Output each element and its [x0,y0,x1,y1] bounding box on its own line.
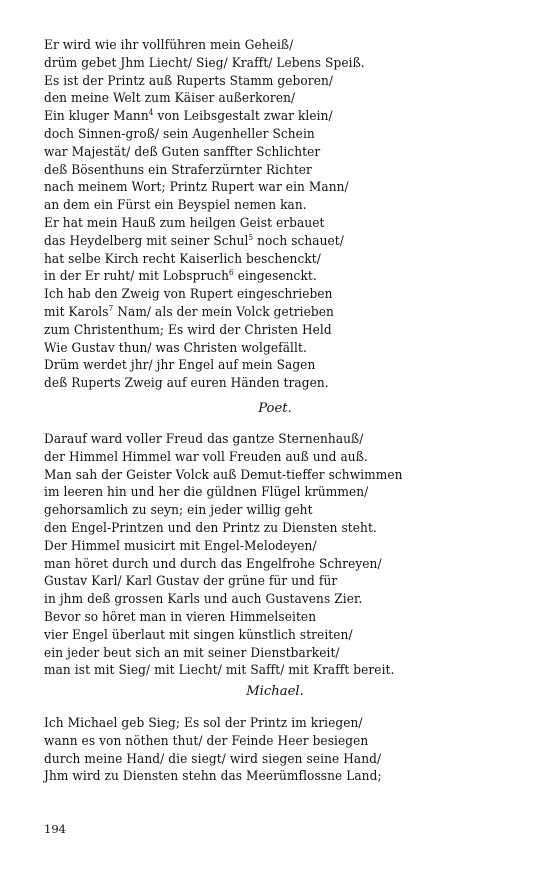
verse-text: Jhm wird zu Diensten stehn das Meerümflossne Land; [44,769,382,785]
verse-line [44,733,467,751]
stanza-angel-speech [44,37,504,393]
verse-text: das Heydelberg mit seiner Schul [44,233,249,249]
verse-text: vier Engel überlaut mit singen künstlich streiten/ [44,627,353,643]
verse-text-continued: Nam/ als der mein Volck getrieben [113,304,334,320]
verse-text: Er hat mein Hauß zum heilgen Geist erbauet [44,215,325,231]
footnote-marker: 7 [108,303,114,313]
verse-text: zum Christenthum; Es wird der Christen Held [44,322,332,338]
verse-line [44,357,467,375]
stanza-poet [44,431,504,680]
verse-line [44,162,467,180]
verse-text: in der Er ruht/ mit Lobspruch [44,269,230,285]
verse-text-continued: von Leibsgestalt zwar klein/ [153,109,333,125]
verse-text: Gustav Karl/ Karl Gustav der grüne für und für [44,574,338,590]
footnote-marker: 5 [248,232,254,242]
verse-text: doch Sinnen-groß/ sein Augenheller Schein [44,126,315,142]
verse-text: Darauf ward voller Freud das gantze Sternenhauß/ [44,432,364,447]
verse-line [44,768,467,786]
verse-line [44,449,467,467]
verse-line [44,751,467,769]
verse-text: Es ist der Printz auß Ruperts Stamm geboren/ [44,73,334,89]
verse-line [44,645,467,663]
verse-line [44,340,467,358]
verse-text-continued: eingesenckt. [233,269,317,285]
stanza-michael [44,715,504,786]
page-number: 194 [44,822,66,836]
verse-text: ein jeder beut sich an mit seiner Dienstbarkeit/ [44,645,340,661]
verse-line [44,144,467,162]
verse-text: den Engel-Printzen und den Printz zu Diensten steht. [44,520,377,536]
verse-text: Ein kluger Mann [44,109,149,125]
verse-text: Drüm werdet jhr/ jhr Engel auf mein Sagen [44,358,316,374]
verse-line [44,215,467,233]
verse-line [44,197,467,215]
verse-line [44,73,467,91]
verse-text: deß Ruperts Zweig auf euren Händen tragen. [44,376,329,392]
verse-text: Ich Michael geb Sieg; Es sol der Printz im kriegen/ [44,716,363,731]
verse-line [44,268,467,286]
verse-line [44,538,467,556]
verse-text: nach meinem Wort; Printz Rupert war ein Mann/ [44,180,349,196]
verse-text: Er wird wie ihr vollführen mein Geheiß/ [44,38,294,53]
verse-text: Ich hab den Zweig von Rupert eingeschrieben [44,287,333,303]
verse-text: im leeren hin und her die güldnen Flügel krümmen/ [44,485,369,501]
verse-text: Bevor so höret man in vieren Himmelseiten [44,609,317,625]
verse-text: drüm gebet Jhm Liecht/ Sieg/ Krafft/ Lebens Speiß. [44,55,365,71]
verse-text: man ist mit Sieg/ mit Liecht/ mit Safft/ mit Krafft bereit. [44,663,395,679]
verse-line [44,431,467,449]
verse-text: Wie Gustav thun/ was Christen wolgefällt. [44,340,307,356]
verse-line [44,573,467,591]
verse-text: war Majestät/ deß Guten sanffter Schlichter [44,144,321,160]
verse-line [44,715,467,733]
verse-line [44,90,467,108]
verse-text: hat selbe Kirch recht Kaiserlich beschenckt/ [44,251,321,267]
verse-text: an dem ein Fürst ein Beyspiel nemen kan. [44,198,307,214]
verse-line [44,233,467,251]
verse-line [44,375,467,393]
verse-line [44,322,467,340]
verse-text: gehorsamlich zu seyn; ein jeder willig geht [44,503,313,519]
verse-line [44,662,467,680]
verse-text: Der Himmel musicirt mit Engel-Melodeyen/ [44,538,317,554]
footnote-marker: 4 [148,108,154,118]
verse-text: man höret durch und durch das Engelfrohe Schreyen/ [44,556,382,572]
verse-line [44,467,467,485]
verse-text: in jhm deß grossen Karls und auch Gustavens Zier. [44,592,363,608]
verse-text: Man sah der Geister Volck auß Demut-tieffer schwimmen [44,467,403,483]
verse-line [44,304,467,322]
verse-line [44,37,467,55]
verse-text: den meine Welt zum Käiser außerkoren/ [44,91,296,107]
verse-line [44,627,467,645]
verse-text: der Himmel Himmel war voll Freuden auß und auß. [44,449,368,465]
verse-line [44,126,467,144]
speaker-michael: Michael. [246,684,304,699]
verse-text-continued: noch schauet/ [253,233,344,249]
verse-line [44,251,467,269]
verse-line [44,520,467,538]
verse-line [44,502,467,520]
verse-line [44,484,467,502]
verse-line [44,286,467,304]
verse-line [44,609,467,627]
verse-text: deß Bösenthuns ein Straferzürnter Richter [44,162,312,178]
verse-line [44,55,467,73]
verse-line [44,108,467,126]
verse-line [44,179,467,197]
verse-text: wann es von nöthen thut/ der Feinde Heer besiegen [44,733,369,749]
speaker-poet: Poet. [258,401,292,416]
verse-line [44,556,467,574]
verse-line [44,591,467,609]
verse-text: durch meine Hand/ die siegt/ wird siegen seine Hand/ [44,751,382,767]
verse-text: mit Karols [44,304,109,320]
footnote-marker: 6 [229,268,234,278]
